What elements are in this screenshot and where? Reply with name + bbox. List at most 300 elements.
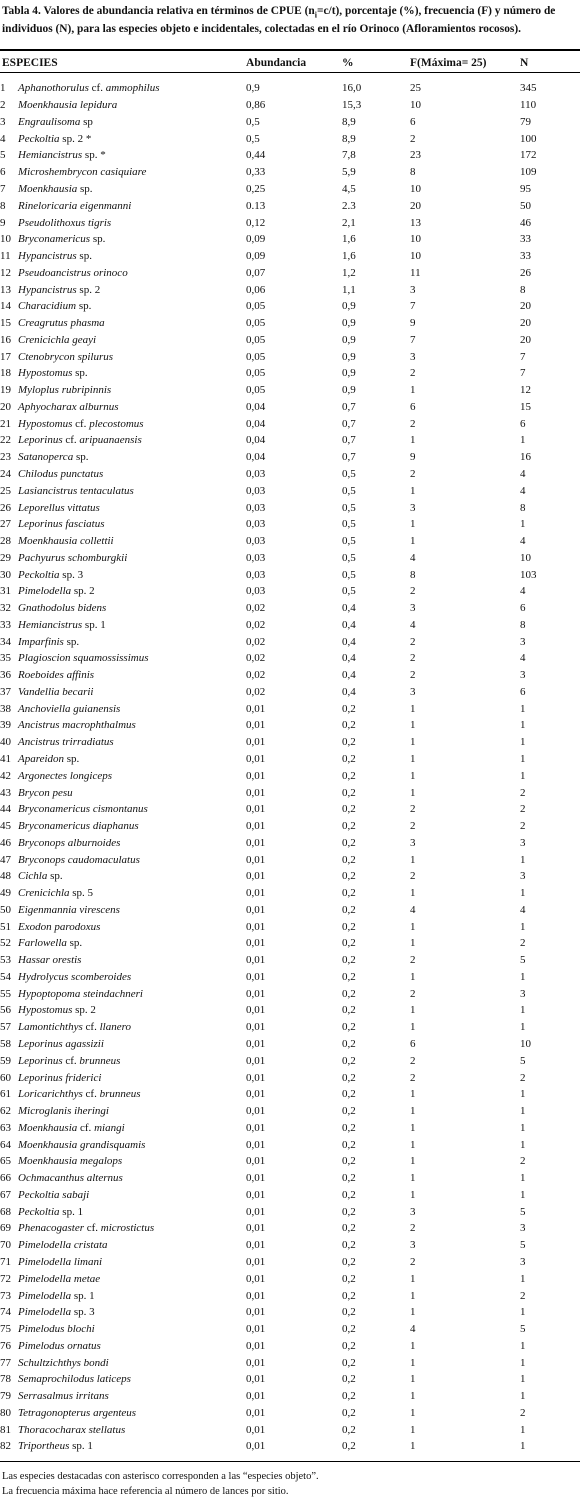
row-number: 68 (0, 1205, 11, 1218)
n-cell: 100 (520, 132, 537, 145)
species-qualifier: sp. (47, 870, 63, 883)
species-name (18, 533, 246, 550)
abundance-cell: 0,01 (246, 1105, 266, 1118)
frequency-cell: 1 (410, 970, 416, 983)
table-row (0, 1086, 580, 1103)
species-genus: Pachyurus schomburgkii (18, 551, 128, 564)
table-header (0, 54, 580, 80)
n-cell: 3 (520, 870, 526, 883)
species-genus: Cichla (18, 870, 48, 883)
percent-cell: 0,5 (342, 585, 356, 598)
percent-cell: 0,5 (342, 535, 356, 548)
abundance-cell: 0,01 (246, 702, 266, 715)
species-genus: Anchoviella guianensis (18, 702, 121, 715)
abundance-cell: 0,01 (246, 1038, 266, 1051)
percent-cell: 0,2 (342, 1356, 356, 1369)
percent-cell: 0,2 (342, 1373, 356, 1386)
row-number: 12 (0, 266, 11, 279)
table-row (0, 114, 580, 131)
species-name (18, 1036, 246, 1053)
percent-cell: 0,2 (342, 1172, 356, 1185)
species-name (18, 348, 246, 365)
frequency-cell: 2 (410, 585, 416, 598)
n-cell: 10 (520, 551, 532, 564)
n-cell: 20 (520, 333, 532, 346)
percent-cell: 0,2 (342, 1306, 356, 1319)
row-number: 13 (0, 283, 11, 296)
n-cell: 2 (520, 1155, 526, 1168)
n-cell: 1 (520, 1105, 526, 1118)
table-row (0, 868, 580, 885)
species-qualifier: cf. (82, 1088, 100, 1101)
species-genus: Roeboides affinis (18, 669, 95, 682)
species-genus: Microglanis iheringi (18, 1105, 109, 1118)
species-name (18, 281, 246, 298)
table-row (0, 482, 580, 499)
abundance-cell: 0,01 (246, 987, 266, 1000)
species-genus: Pimelodella (18, 1289, 72, 1302)
row-number: 15 (0, 317, 11, 330)
percent-cell: 0,2 (342, 702, 356, 715)
species-name (18, 1170, 246, 1187)
abundance-cell: 0,02 (246, 652, 266, 665)
table-row (0, 751, 580, 768)
table-row (0, 650, 580, 667)
frequency-cell: 2 (410, 669, 416, 682)
species-qualifier: cf. (82, 1021, 100, 1034)
abundance-cell: 0,01 (246, 1272, 266, 1285)
row-number: 56 (0, 1004, 11, 1017)
row-number: 59 (0, 1054, 11, 1067)
abundance-cell: 0,03 (246, 484, 266, 497)
n-cell: 20 (520, 317, 532, 330)
n-cell: 6 (520, 417, 526, 430)
table-row (0, 784, 580, 801)
bottom-rule (0, 1461, 580, 1462)
table-row (0, 583, 580, 600)
row-number: 5 (0, 149, 6, 162)
percent-cell: 0,2 (342, 753, 356, 765)
table-row (0, 365, 580, 382)
row-number: 32 (0, 602, 11, 615)
frequency-cell: 13 (410, 216, 422, 229)
table-row (0, 566, 580, 583)
row-number: 35 (0, 652, 11, 665)
n-cell: 79 (520, 115, 532, 128)
species-epithet: aripuanaensis (79, 434, 142, 447)
percent-cell: 0,4 (342, 618, 356, 631)
percent-cell: 0,2 (342, 1121, 356, 1134)
abundance-cell: 0,05 (246, 333, 266, 346)
species-qualifier: sp. (66, 937, 83, 950)
frequency-cell: 1 (410, 384, 416, 397)
n-cell: 5 (520, 1239, 526, 1252)
percent-cell: 0,5 (342, 467, 356, 480)
row-number: 23 (0, 451, 11, 464)
species-epithet: brunneus (79, 1054, 121, 1067)
n-cell: 4 (520, 652, 526, 665)
species-name (18, 147, 246, 164)
abundance-cell: 0,03 (246, 467, 266, 480)
percent-cell: 8,9 (342, 132, 356, 145)
abundance-cell: 0,01 (246, 786, 266, 799)
percent-cell: 0,2 (342, 1054, 356, 1067)
frequency-cell: 1 (410, 1272, 416, 1285)
frequency-cell: 7 (410, 333, 416, 346)
species-genus: Aphanothorulus (18, 82, 89, 95)
n-cell: 1 (520, 518, 526, 531)
species-qualifier: cf. (62, 1054, 80, 1067)
n-cell: 50 (520, 199, 532, 212)
abundance-cell: 0,03 (246, 585, 266, 598)
table-row (0, 1103, 580, 1120)
percent-cell: 0,2 (342, 970, 356, 983)
n-cell: 8 (520, 283, 526, 296)
species-qualifier: sp. 5 (69, 887, 94, 900)
n-cell: 8 (520, 618, 526, 631)
percent-cell: 0,2 (342, 987, 356, 1000)
frequency-cell: 3 (410, 501, 416, 514)
table-row (0, 331, 580, 348)
abundance-cell: 0,86 (246, 99, 266, 112)
species-name (18, 834, 246, 851)
species-genus: Crenicichla geayi (18, 333, 97, 346)
abundance-cell: 0,01 (246, 1373, 266, 1386)
n-cell: 109 (520, 166, 537, 179)
row-number: 18 (0, 367, 11, 380)
n-cell: 2 (520, 1289, 526, 1302)
n-cell: 4 (520, 467, 526, 480)
species-genus: Vandellia becarii (18, 685, 94, 698)
species-qualifier: sp. (63, 635, 80, 648)
species-genus: Leporinus agassizii (18, 1038, 104, 1051)
n-cell: 172 (520, 149, 537, 162)
table-row (0, 1019, 580, 1036)
header-species: ESPECIES (2, 56, 58, 69)
frequency-cell: 2 (410, 132, 416, 145)
frequency-cell: 7 (410, 300, 416, 313)
species-name (18, 751, 246, 768)
frequency-cell: 9 (410, 317, 416, 330)
n-cell: 15 (520, 400, 532, 413)
row-number: 14 (0, 300, 11, 313)
n-cell: 2 (520, 820, 526, 833)
n-cell: 6 (520, 685, 526, 698)
table-row (0, 952, 580, 969)
percent-cell: 0,2 (342, 769, 356, 782)
table-row (0, 684, 580, 701)
frequency-cell: 6 (410, 115, 416, 128)
species-genus: Hypostomus (18, 1004, 73, 1017)
table-row (0, 315, 580, 332)
n-cell: 33 (520, 233, 532, 246)
table-row (0, 1270, 580, 1287)
table-row (0, 1153, 580, 1170)
species-genus: Bryconamericus diaphanus (18, 820, 139, 833)
table-row (0, 80, 580, 97)
frequency-cell: 1 (410, 434, 416, 447)
abundance-cell: 0,01 (246, 870, 266, 883)
row-number: 30 (0, 568, 11, 581)
table-row (0, 801, 580, 818)
percent-cell: 0,2 (342, 1071, 356, 1084)
frequency-cell: 1 (410, 920, 416, 933)
species-qualifier: cf. (72, 417, 90, 430)
frequency-cell: 1 (410, 484, 416, 497)
abundance-cell: 0,01 (246, 1390, 266, 1403)
species-genus: Hemiancistrus (18, 618, 83, 631)
table-row (0, 97, 580, 114)
row-number: 3 (0, 115, 6, 128)
species-name (18, 1287, 246, 1304)
n-cell: 1 (520, 702, 526, 715)
abundance-cell: 0,9 (246, 82, 260, 95)
n-cell: 1 (520, 753, 526, 765)
abundance-cell: 0,02 (246, 635, 266, 648)
n-cell: 3 (520, 1255, 526, 1268)
species-genus: Ochmacanthus alternus (18, 1172, 123, 1185)
species-qualifier: sp. 1 (59, 1205, 84, 1218)
row-number: 54 (0, 970, 11, 983)
species-name (18, 684, 246, 701)
species-genus: Chilodus punctatus (18, 467, 104, 480)
species-name (18, 264, 246, 281)
table-row (0, 1069, 580, 1086)
species-genus: Hassar orestis (18, 954, 82, 967)
frequency-cell: 1 (410, 753, 416, 765)
abundance-cell: 0,5 (246, 115, 260, 128)
species-qualifier: sp. 1 (71, 1289, 95, 1302)
abundance-cell: 0,33 (246, 166, 266, 179)
row-number: 57 (0, 1021, 11, 1034)
percent-cell: 0,5 (342, 568, 356, 581)
species-name (18, 130, 246, 147)
percent-cell: 15,3 (342, 99, 362, 112)
species-name (18, 583, 246, 600)
percent-cell: 0,2 (342, 1038, 356, 1051)
species-genus: Phenacogaster (18, 1222, 84, 1235)
frequency-cell: 1 (410, 769, 416, 782)
row-number: 45 (0, 820, 11, 833)
frequency-cell: 10 (410, 233, 422, 246)
abundance-cell: 0,01 (246, 937, 266, 950)
species-name (18, 1404, 246, 1421)
frequency-cell: 4 (410, 903, 416, 916)
n-cell: 1 (520, 1390, 526, 1403)
row-number: 81 (0, 1423, 11, 1436)
frequency-cell: 1 (410, 1423, 416, 1436)
row-number: 75 (0, 1323, 11, 1336)
n-cell: 1 (520, 434, 526, 447)
table-row (0, 1203, 580, 1220)
species-genus: Hypancistrus (18, 250, 77, 263)
abundance-cell: 0,01 (246, 1255, 266, 1268)
species-genus: Pseudolithoxus tigris (18, 216, 112, 229)
n-cell: 1 (520, 1306, 526, 1319)
species-name (18, 80, 246, 97)
table-row (0, 549, 580, 566)
species-genus: Leporinus (18, 1054, 63, 1067)
abundance-cell: 0,44 (246, 149, 266, 162)
frequency-cell: 1 (410, 719, 416, 732)
abundance-cell: 0,03 (246, 551, 266, 564)
row-number: 8 (0, 199, 6, 212)
table-row (0, 197, 580, 214)
top-rule (0, 49, 580, 51)
footnote-frequency: La frecuencia máxima hace referencia al número de lances por sitio. (2, 1486, 289, 1497)
species-name (18, 415, 246, 432)
frequency-cell: 1 (410, 1172, 416, 1185)
species-name (18, 1304, 246, 1321)
table-row (0, 164, 580, 181)
percent-cell: 0,2 (342, 1105, 356, 1118)
species-genus: Peckoltia (18, 1205, 60, 1218)
frequency-cell: 8 (410, 166, 416, 179)
species-genus: Microshembrycon casiquiare (18, 166, 147, 179)
n-cell: 1 (520, 1121, 526, 1134)
abundance-cell: 0,5 (246, 132, 260, 145)
percent-cell: 4,5 (342, 182, 356, 195)
percent-cell: 0,7 (342, 451, 356, 464)
species-qualifier: sp. 2 (76, 283, 101, 296)
row-number: 31 (0, 585, 11, 598)
species-name (18, 214, 246, 231)
species-name (18, 851, 246, 868)
n-cell: 3 (520, 635, 526, 648)
frequency-cell: 3 (410, 685, 416, 698)
species-genus: Leporinus (18, 434, 63, 447)
percent-cell: 0,5 (342, 518, 356, 531)
species-name (18, 1438, 246, 1455)
species-genus: Moenkhausia grandisquamis (18, 1138, 146, 1151)
table-row (0, 298, 580, 315)
species-genus: Aphyocharax alburnus (18, 400, 119, 413)
row-number: 24 (0, 467, 11, 480)
percent-cell: 0,2 (342, 1222, 356, 1235)
species-genus: Pimelodus ornatus (18, 1339, 101, 1352)
n-cell: 1 (520, 1172, 526, 1185)
n-cell: 5 (520, 1205, 526, 1218)
percent-cell: 0,4 (342, 635, 356, 648)
n-cell: 5 (520, 1054, 526, 1067)
percent-cell: 0,2 (342, 1188, 356, 1201)
frequency-cell: 25 (410, 82, 422, 95)
species-genus: Pimelodella metae (18, 1272, 101, 1285)
frequency-cell: 6 (410, 1038, 416, 1051)
table-row (0, 885, 580, 902)
species-qualifier: cf. (62, 434, 80, 447)
frequency-cell: 3 (410, 836, 416, 849)
frequency-cell: 4 (410, 551, 416, 564)
n-cell: 1 (520, 1004, 526, 1017)
n-cell: 3 (520, 669, 526, 682)
species-name (18, 1086, 246, 1103)
abundance-cell: 0,25 (246, 182, 266, 195)
percent-cell: 0,5 (342, 551, 356, 564)
percent-cell: 0,2 (342, 719, 356, 732)
frequency-cell: 2 (410, 1054, 416, 1067)
abundance-cell: 0,02 (246, 669, 266, 682)
species-genus: Hydrolycus scomberoides (18, 970, 132, 983)
n-cell: 95 (520, 182, 532, 195)
abundance-cell: 0,01 (246, 1222, 266, 1235)
n-cell: 8 (520, 501, 526, 514)
abundance-cell: 0,01 (246, 1004, 266, 1017)
abundance-cell: 0,04 (246, 451, 266, 464)
abundance-cell: 0,01 (246, 903, 266, 916)
percent-cell: 0,2 (342, 920, 356, 933)
species-genus: Moenkhausia (18, 182, 78, 195)
species-genus: Characidium (18, 300, 77, 313)
table-row (0, 700, 580, 717)
species-genus: Bryconamericus cismontanus (18, 803, 148, 816)
row-number: 66 (0, 1172, 11, 1185)
percent-cell: 0,2 (342, 1423, 356, 1436)
table-row (0, 1321, 580, 1338)
abundance-cell: 0,01 (246, 1323, 266, 1336)
species-name (18, 767, 246, 784)
abundance-cell: 0,01 (246, 1121, 266, 1134)
percent-cell: 1,6 (342, 233, 356, 246)
species-qualifier: sp. 1 (69, 1440, 93, 1453)
percent-cell: 0,2 (342, 1406, 356, 1419)
species-genus: Peckoltia (18, 132, 60, 145)
species-name (18, 1153, 246, 1170)
species-genus: Thoracocharax stellatus (18, 1423, 126, 1436)
row-number: 64 (0, 1138, 11, 1151)
species-name (18, 801, 246, 818)
percent-cell: 5,9 (342, 166, 356, 179)
footnote-asterisk: Las especies destacadas con asterisco corresponden a las “especies objeto”. (2, 1471, 319, 1482)
row-number: 38 (0, 702, 11, 715)
n-cell: 1 (520, 1339, 526, 1352)
species-genus: Farlowella (18, 937, 67, 950)
percent-cell: 7,8 (342, 149, 356, 162)
abundance-cell: 0,05 (246, 300, 266, 313)
frequency-cell: 10 (410, 99, 422, 112)
header-frequency: F(Máxima= 25) (410, 56, 487, 69)
frequency-cell: 1 (410, 535, 416, 548)
row-number: 16 (0, 333, 11, 346)
percent-cell: 0,9 (342, 317, 356, 330)
percent-cell: 0,7 (342, 434, 356, 447)
row-number: 17 (0, 350, 11, 363)
n-cell: 2 (520, 803, 526, 816)
table-row (0, 382, 580, 399)
abundance-cell: 0,01 (246, 820, 266, 833)
percent-cell: 0,2 (342, 1272, 356, 1285)
species-name (18, 315, 246, 332)
abundance-cell: 0,01 (246, 1054, 266, 1067)
species-genus: Rineloricaria eigenmanni (18, 199, 132, 212)
abundance-cell: 0,01 (246, 1088, 266, 1101)
table-row (0, 1304, 580, 1321)
species-name (18, 549, 246, 566)
percent-cell: 0,2 (342, 803, 356, 816)
n-cell: 20 (520, 300, 532, 313)
species-name (18, 1187, 246, 1204)
species-epithet: microstictus (100, 1222, 155, 1235)
row-number: 20 (0, 400, 11, 413)
species-name (18, 1321, 246, 1338)
percent-cell: 0,4 (342, 602, 356, 615)
percent-cell: 0,5 (342, 501, 356, 514)
abundance-cell: 0,01 (246, 1440, 266, 1453)
abundance-cell: 0,01 (246, 853, 266, 866)
row-number: 26 (0, 501, 11, 514)
percent-cell: 0,2 (342, 1239, 356, 1252)
table-row (0, 181, 580, 198)
